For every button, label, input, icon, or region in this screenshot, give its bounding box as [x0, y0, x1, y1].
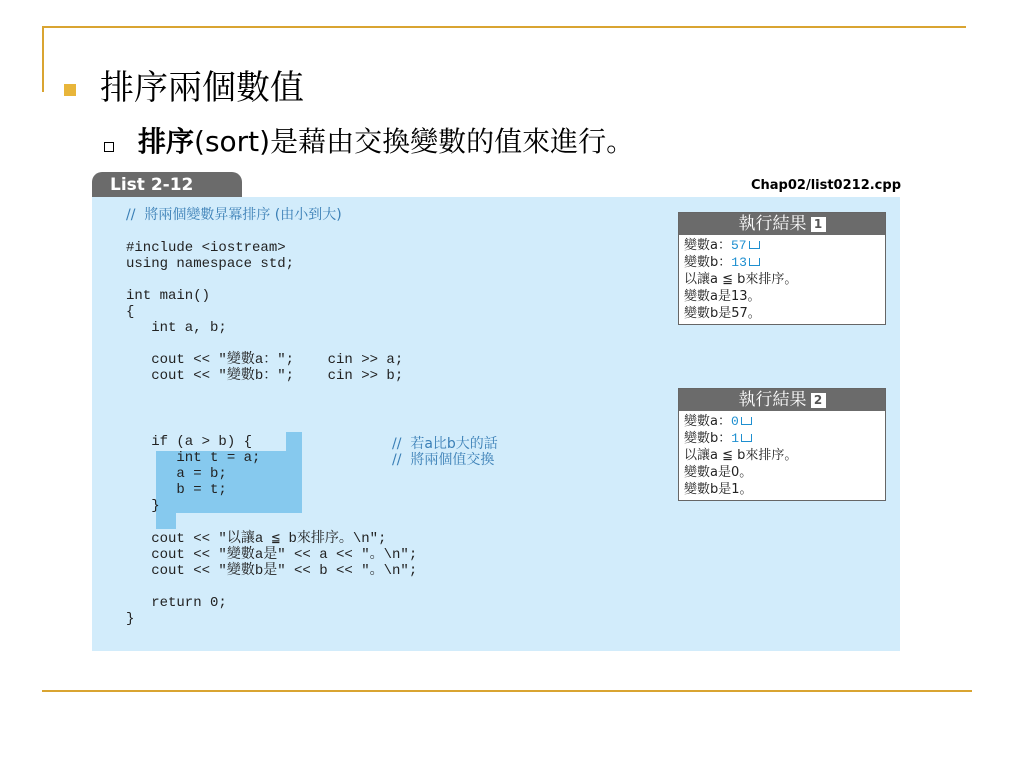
user-input: 0 [730, 414, 739, 429]
result-2-line: 以讓a ≦ b來排序。 [684, 448, 798, 463]
result-2-header [679, 389, 885, 411]
result-1-line: 變數a是13。 [684, 289, 761, 304]
prompt-label: 變數b： [684, 431, 732, 446]
result-1-number-badge: 1 [811, 217, 826, 232]
return-key-icon [741, 434, 752, 442]
listing-filename: Chap02/list0212.cpp [750, 178, 901, 193]
bullet-icon [64, 84, 76, 96]
header-comment: // 將兩個變數昇冪排序 (由小到大) [126, 207, 342, 223]
user-input: 57 [730, 238, 747, 253]
highlight-brace [286, 432, 302, 451]
result-2-line [684, 430, 880, 447]
sub-bullet-icon [104, 142, 114, 152]
result-1-line: 以讓a ≦ b來排序。 [684, 272, 798, 287]
result-2-title: 執行結果 [738, 390, 807, 410]
left-rule [42, 26, 44, 92]
sub-bullet-rest: 是藉由交換變數的值來進行。 [270, 125, 635, 158]
result-1-line: 變數b是57。 [684, 306, 761, 321]
result-2-line: 變數a是0。 [684, 465, 753, 480]
result-box-2 [678, 388, 886, 501]
return-key-icon [749, 241, 760, 249]
prompt-label: 變數a： [684, 414, 731, 429]
code-bottom: cout << "以讓a ≦ b來排序。\n"; cout << "變數a是" << a << "。\n"; cout << "變數b是" << b << "。\n"; return 0; } [126, 531, 418, 627]
result-1-line [684, 254, 880, 271]
result-2-output [679, 411, 885, 500]
return-key-icon [749, 258, 760, 266]
sort-english: (sort) [194, 125, 271, 158]
prompt-label: 變數a： [684, 238, 731, 253]
result-1-line [684, 237, 880, 254]
result-2-line: 變數b是1。 [684, 482, 753, 497]
result-1-output [679, 235, 885, 324]
result-box-1 [678, 212, 886, 325]
code-swap-block: int t = a; a = b; b = t; } [151, 450, 261, 514]
highlight-close-brace [156, 513, 176, 529]
code-panel [92, 197, 900, 651]
result-1-title: 執行結果 [738, 214, 807, 234]
user-input: 13 [731, 255, 747, 270]
user-input: 1 [731, 431, 740, 446]
result-1-header [679, 213, 885, 235]
sort-term: 排序 [138, 125, 195, 158]
slide-title: 排序兩個數值 [100, 68, 304, 108]
code-top: #include <iostream> using namespace std; int main() { int a, b; cout << "變數a："; cin >> a; cout << "變數b："; cin >> b; [126, 240, 404, 384]
result-2-line [684, 413, 880, 430]
prompt-label: 變數b： [684, 255, 732, 270]
bottom-rule [42, 690, 972, 692]
listing-tab: List 2-12 [92, 172, 242, 198]
result-2-number-badge: 2 [811, 393, 826, 408]
comment-if: // 若a比b大的話 [392, 436, 498, 452]
code-if-line: if (a > b) { [126, 434, 253, 450]
comment-swap: // 將兩個值交換 [392, 452, 495, 468]
sub-bullet-text [138, 122, 634, 162]
return-key-icon [741, 417, 752, 425]
top-rule [42, 26, 966, 28]
